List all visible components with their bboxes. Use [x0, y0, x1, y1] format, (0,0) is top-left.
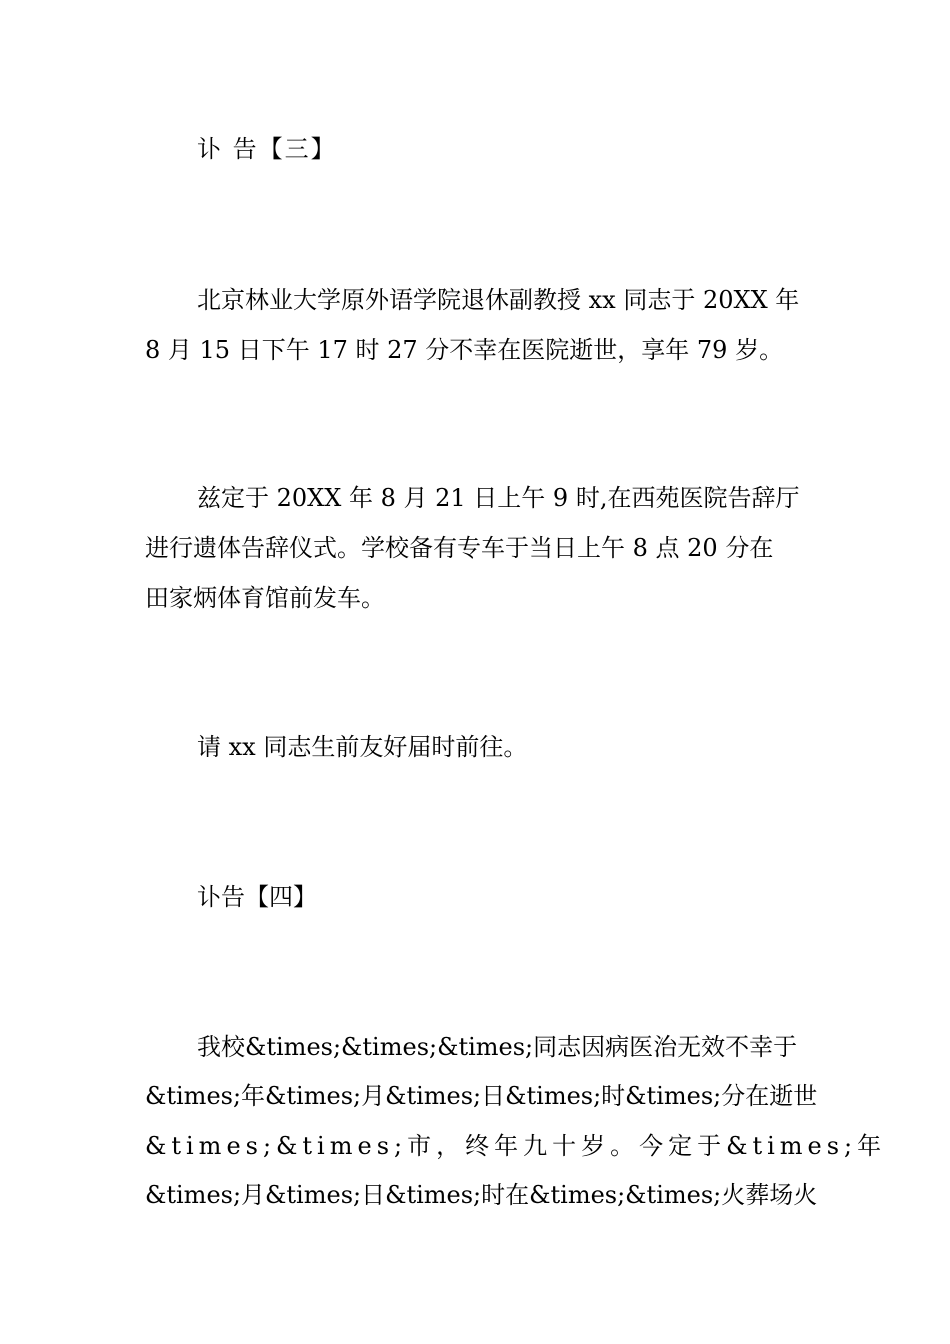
notice-3-paragraph-2-line-2: 进行遗体告辞仪式。学校备有专车于当日上午 8 点 20 分在 — [145, 534, 774, 562]
notice-3-paragraph-2-line-3: 田家炳体育馆前发车。 — [145, 584, 385, 612]
notice-4-paragraph-1-line-1: 我校&times;&times;&times;同志因病医治无效不幸于 — [197, 1033, 798, 1061]
notice-3-paragraph-2-line-1: 兹定于 20XX 年 8 月 21 日上午 9 时,在西苑医院告辞厅 — [197, 484, 800, 512]
notice-3-paragraph-3-line-1: 请 xx 同志生前友好届时前往。 — [197, 733, 528, 761]
notice-3-paragraph-1-line-1: 北京林业大学原外语学院退休副教授 xx 同志于 20XX 年 — [197, 286, 800, 314]
notice-3-heading: 讣 告【三】 — [197, 135, 337, 163]
notice-4-paragraph-1-line-2: &times;年&times;月&times;日&times;时&times;分在逝世 — [145, 1082, 818, 1110]
notice-4-paragraph-1-line-3: &times;&times;市，终年九十岁。今定于&times;年 — [145, 1132, 887, 1160]
notice-4-heading: 讣告【四】 — [197, 883, 317, 911]
notice-3-paragraph-1-line-2: 8 月 15 日下午 17 时 27 分不幸在医院逝世，享年 79 岁。 — [145, 336, 784, 364]
notice-4-paragraph-1-line-4: &times;月&times;日&times;时在&times;&times;火葬场火 — [145, 1181, 818, 1209]
